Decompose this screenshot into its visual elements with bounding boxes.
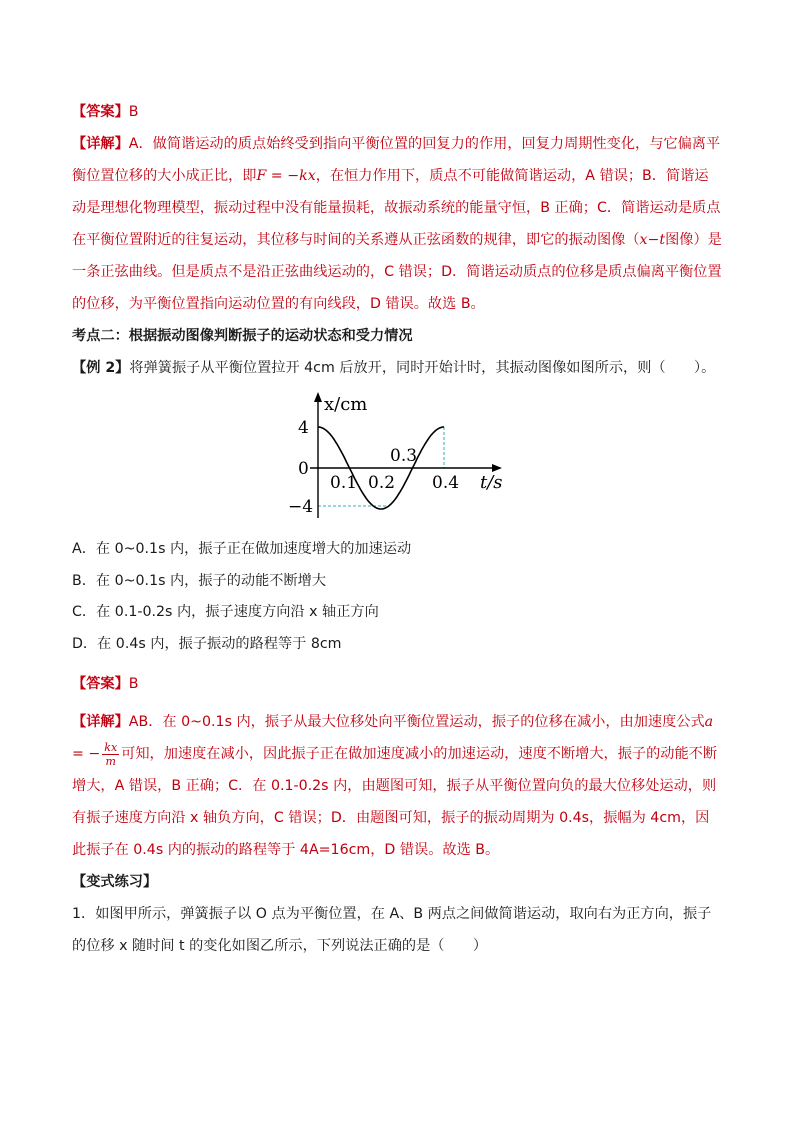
page (72, 96, 722, 962)
q1-detail (72, 128, 722, 320)
detail-text-b: ，在恒力作用下，质点不可能做简谐运动，A 错误；B．简谐运动是理想化物理模型，振动过程中没有能量损耗，故振动系统的能量守恒，B 正确；C．简谐运动是质点在平衡位置附近的往复运动，其位移与时间的关系遵从正弦函数的规律，即它的振动图像（ (72, 168, 721, 248)
answer-tag: 【答案】 (72, 676, 129, 692)
example2-detail (72, 706, 722, 866)
example2-stem-text: 将弹簧振子从平衡位置拉开 4cm 后放开，同时开始计时，其振动图像如图所示，则（ ）。 (129, 360, 716, 376)
y-axis-label: x/cm (324, 394, 368, 415)
x-tick-0.4: 0.4 (432, 473, 460, 493)
answer-tag: 【答案】 (72, 104, 129, 120)
x-tick-0.1: 0.1 (330, 473, 358, 493)
detail-text-a: A．做简谐运动的质点始终受到指向平衡位置的回复力的作用，回复力周期性变化，与它偏离平衡位置位移的大小成正比，即 (72, 136, 721, 184)
accel-lhs: a = − (72, 714, 714, 762)
answer-value: B (128, 104, 139, 120)
detail-tag: 【详解】 (72, 714, 129, 730)
y-axis-arrow (314, 392, 322, 402)
practice-title: 【变式练习】 (72, 874, 158, 890)
option-b: B．在 0~0.1s 内，振子的动能不断增大 (72, 572, 327, 589)
practice-q1: 1．如图甲所示，弹簧振子以 O 点为平衡位置，在 A、B 两点之间做简谐运动，取向右为正方向，振子的位移 x 随时间 t 的变化如图乙所示，下列说法正确的是（ ） (72, 906, 712, 954)
option-a: A．在 0~0.1s 内，振子正在做加速度增大的加速运动 (72, 541, 412, 557)
vibration-graph (272, 390, 582, 528)
accel-den: m (105, 754, 116, 768)
answer-value: B (128, 676, 139, 692)
example2-answer-line (72, 668, 722, 700)
vibration-graph-wrap (72, 390, 722, 528)
detail-text-a: AB．在 0~0.1s 内，振子从最大位移处向平衡位置运动，振子的位移在减小，由加速度公式 (128, 714, 705, 730)
option-d: D．在 0.4s 内，振子振动的路程等于 8cm (72, 635, 342, 652)
x-tick-0.3: 0.3 (390, 446, 418, 466)
detail-text-b: 可知，加速度在减小，因此振子正在做加速度减小的加速运动，速度不断增大，振子的动能不断增大，A 错误，B 正确；C．在 0.1-0.2s 内，由题图可知，振子从平衡位置向负的最大位移处运动，则有振子速度方向沿 x 轴负方向，C 错误；D．由题图可知，振子的振动周期为 0.4s，振幅为 4cm，因此振子在 0.4s 内的振动的路程等于 4A=16cm，D 错误。故选 B。 (72, 746, 718, 858)
example2-stem (72, 352, 722, 384)
x-axis-label: t/s (480, 472, 503, 493)
y-tick-0: 0 (298, 459, 309, 479)
y-tick-neg4: −4 (288, 497, 314, 517)
accel-fraction (102, 741, 119, 768)
y-tick-4: 4 (298, 418, 309, 438)
formula-xt: x−t (639, 232, 666, 248)
detail-tag: 【详解】 (72, 136, 129, 152)
x-tick-0.2: 0.2 (368, 473, 396, 493)
x-axis-arrow (492, 464, 502, 472)
formula-f: F = −kx (256, 168, 316, 184)
q1-answer-line (72, 96, 722, 128)
detail-text-c: 图像）是一条正弦曲线。但是质点不是沿正弦曲线运动的，C 错误；D．简谐运动质点的位移是质点偏离平衡位置的位移，为平衡位置指向运动位置的有向线段，D 错误。故选 B。 (72, 232, 722, 312)
accel-num: kx (104, 740, 118, 754)
section-title: 考点二：根据振动图像判断振子的运动状态和受力情况 (72, 328, 413, 344)
option-c: C．在 0.1-0.2s 内，振子速度方向沿 x 轴正方向 (72, 604, 379, 620)
example2-tag: 【例 2】 (72, 360, 130, 376)
